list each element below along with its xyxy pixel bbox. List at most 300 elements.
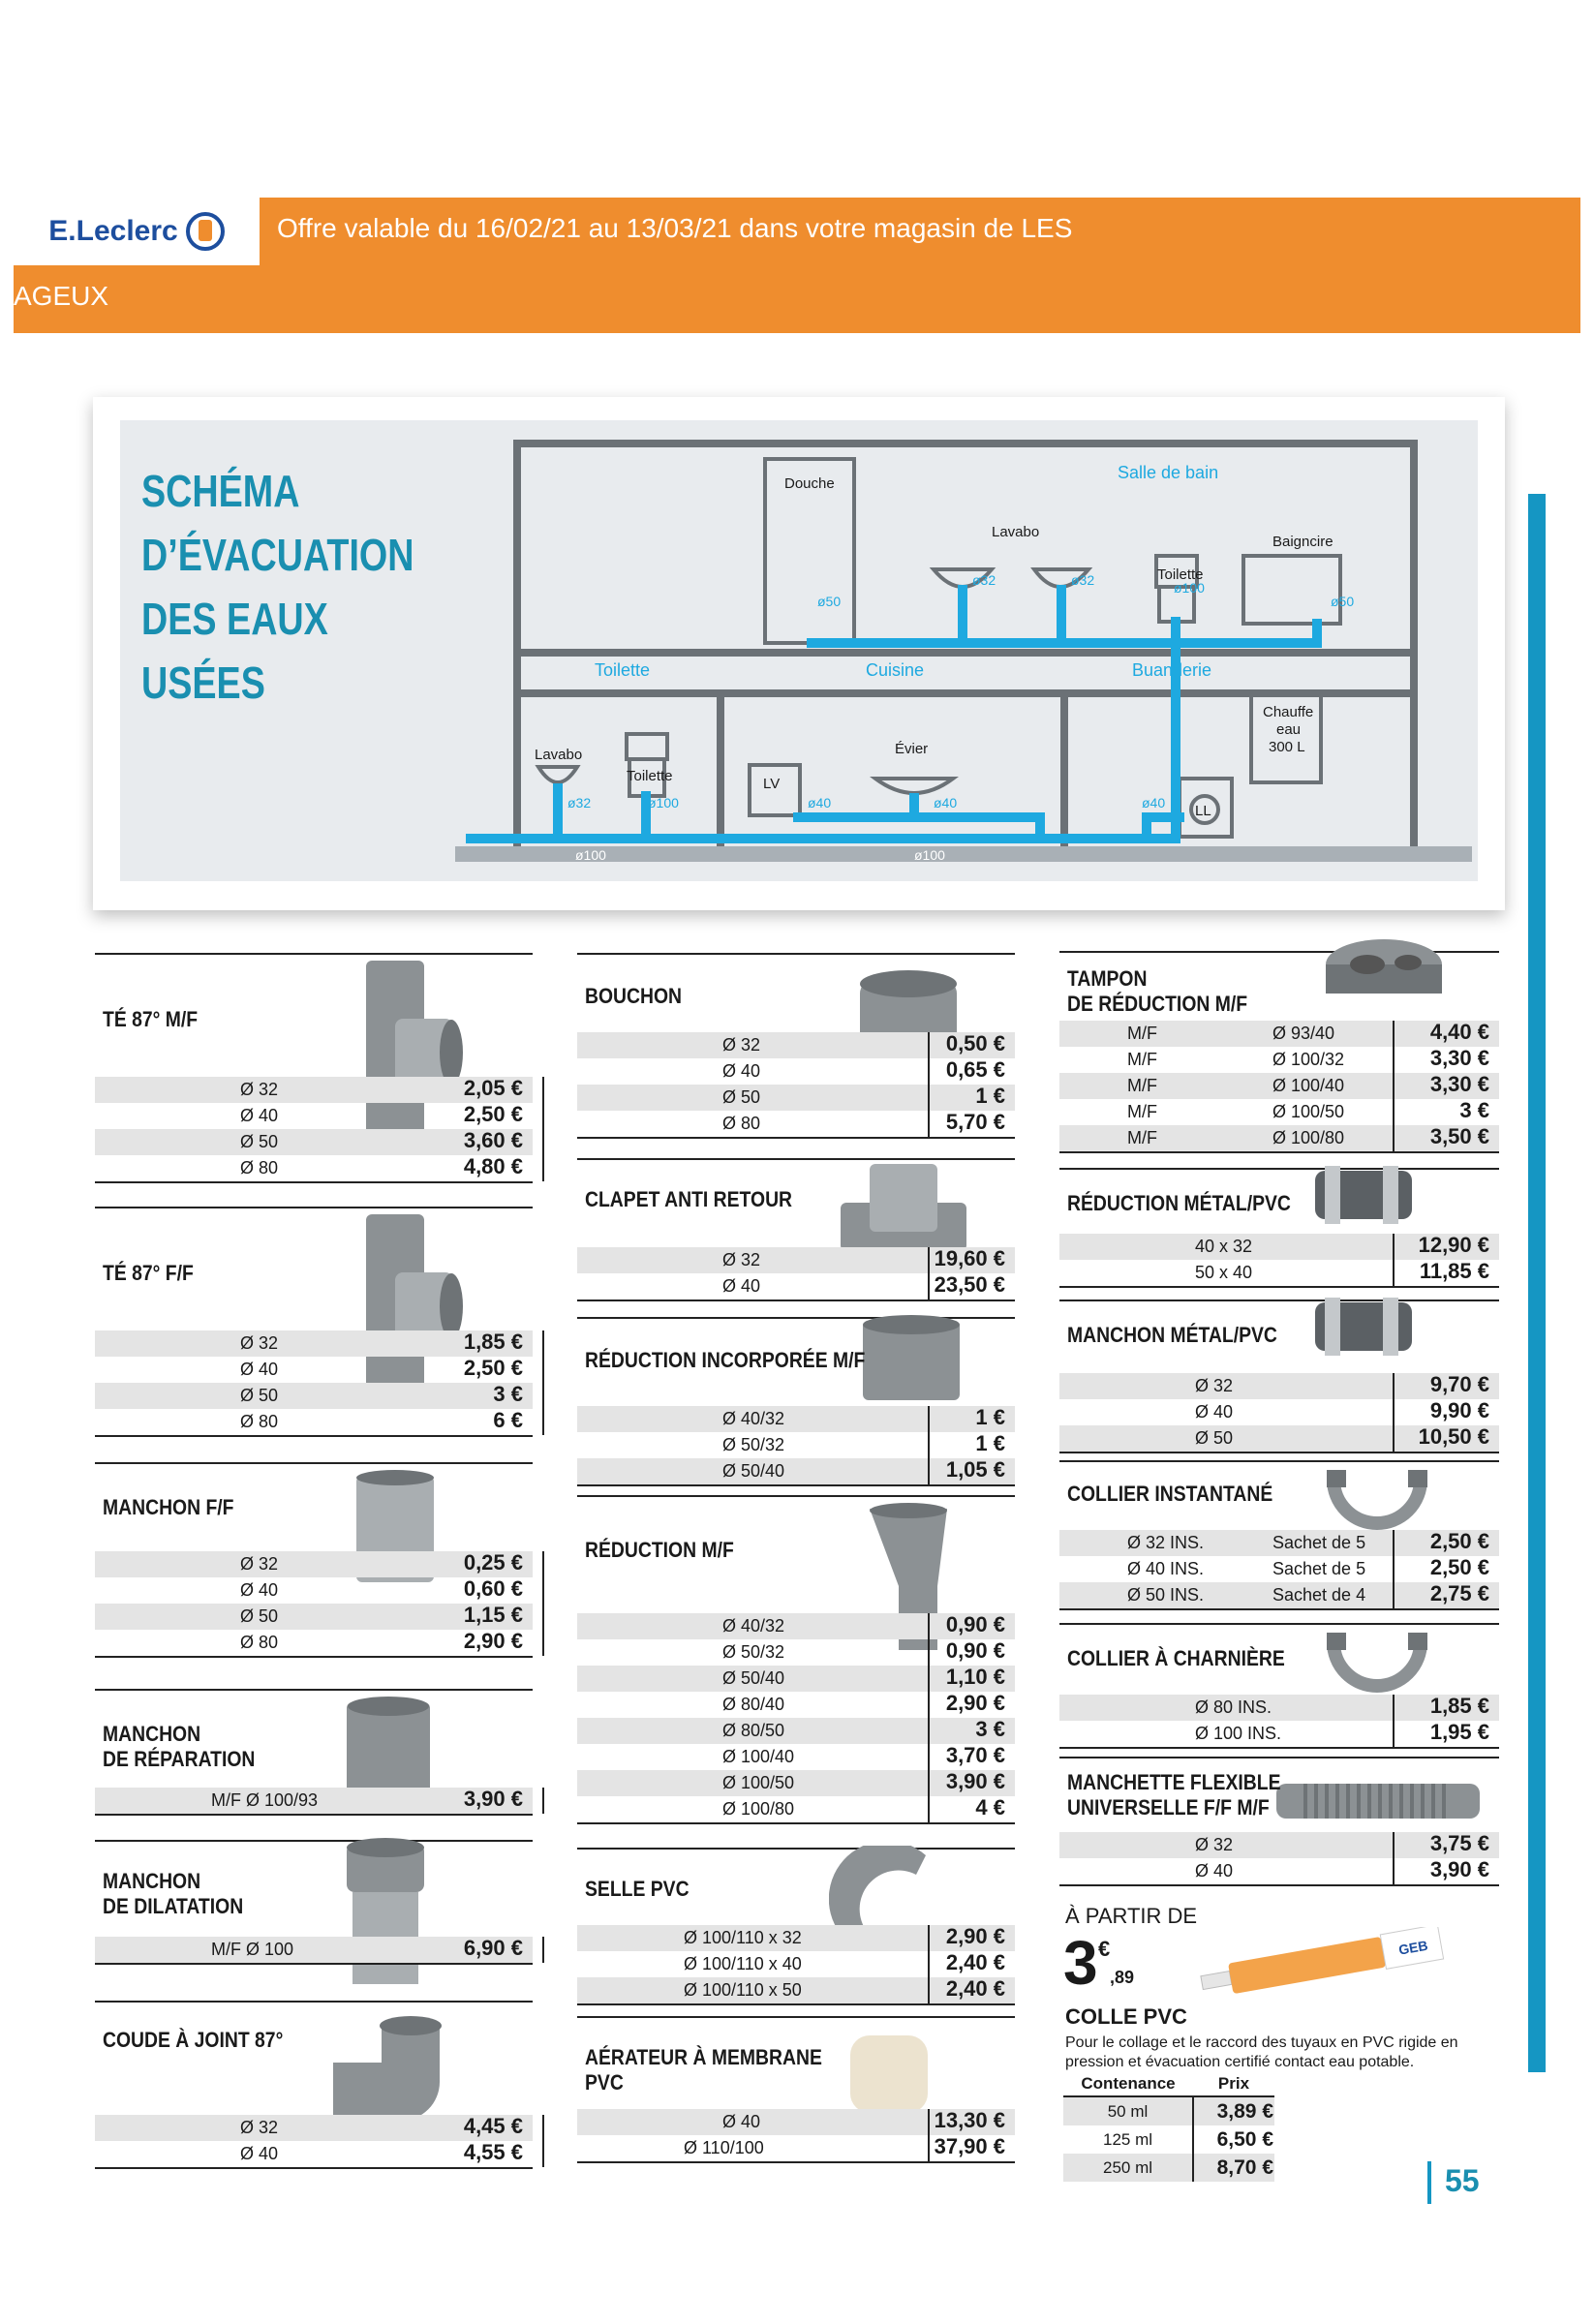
price-row [577,2109,1015,2135]
kitchen-sink [875,779,953,793]
size-value: M/F [1127,1102,1157,1121]
price-row [1059,1425,1499,1452]
schema-panel [120,420,1478,881]
price-row [1059,1582,1499,1608]
product-title-text: MANCHON F/F [103,1495,234,1519]
block-bottom-rule [577,1137,1015,1139]
size-value: Ø 50 [1195,1428,1234,1448]
colle-volume: 250 ml [1102,2157,1153,2177]
price-value: 2,50 € [463,1356,523,1380]
product-block [95,1462,533,1667]
price-value: 1,95 € [1429,1720,1489,1744]
product-title-text: MANCHON [103,1722,201,1746]
size-value: Ø 80 [240,1158,279,1177]
size-value: Ø 100/50 [722,1773,795,1792]
block-top-rule [95,1462,533,1464]
block-top-rule [577,1495,1015,1497]
price-row [577,1406,1015,1432]
price-row [577,1770,1015,1796]
block-top-rule [95,2001,533,2003]
price-row [577,1432,1015,1458]
price-column-rule [542,1551,544,1656]
price-row [577,1458,1015,1484]
size-value: Ø 100/110 x 32 [684,1928,802,1947]
diameter-label: ø32 [972,572,996,588]
size-value: Ø 40 [1195,1861,1234,1881]
size-value: Ø 110/100 [684,2138,764,2157]
price-value: 3 € [493,1382,523,1406]
tube-brand-label: GEB [1396,1937,1429,1958]
price-from-label: À PARTIR DE [1065,1904,1198,1928]
product-title-text: CLAPET ANTI RETOUR [585,1187,793,1211]
size-value: Ø 80 [722,1114,761,1133]
diameter-label: ø50 [1331,594,1355,609]
product-title [585,1877,690,1902]
block-bottom-rule [1059,1151,1499,1153]
size-value: Ø 50/32 [722,1642,785,1662]
size-value: Ø 32 [240,1333,279,1353]
size-value: Ø 32 INS. [1127,1533,1205,1552]
price-value: 3,60 € [463,1128,523,1152]
product-title-text: DE RÉDUCTION M/F [1067,992,1248,1016]
price-row [1059,1234,1499,1260]
size-value: M/F [1127,1050,1157,1069]
product-title-text: MANCHETTE FLEXIBLE [1067,1770,1281,1794]
price-value: 2,40 € [945,1950,1005,1974]
price-row [95,1383,533,1409]
price-row [577,1744,1015,1770]
price-row [1059,1832,1499,1858]
price-row [577,1085,1015,1111]
brand-mark-icon [186,212,225,251]
product-image [1305,1288,1422,1370]
label-evier: Évier [895,741,929,757]
product-image [1321,935,1447,1027]
price-row [95,1788,533,1814]
size-value: Sachet de 4 [1272,1585,1366,1605]
product-block [95,1689,533,1828]
price-value: 3,30 € [1429,1072,1489,1096]
price-value: 4,55 € [463,2140,523,2164]
product-title-text: COUDE À JOINT 87° [103,2028,284,2052]
size-value: Ø 100/40 [722,1747,795,1766]
size-value: Ø 80/50 [722,1721,785,1740]
price-column-rule [1393,1234,1395,1286]
size-value: Ø 40 [240,1106,279,1125]
size-value: Ø 40 [1195,1402,1234,1422]
block-bottom-rule [95,1656,533,1658]
size-value: Ø 50/40 [722,1461,785,1481]
price-value: 2,50 € [463,1102,523,1126]
block-bottom-rule [95,1435,533,1437]
product-block [1059,1757,1499,1888]
diameter-label: ø32 [567,795,592,810]
price-value: 2,50 € [1429,1529,1489,1553]
price-value: 0,90 € [945,1612,1005,1636]
block-top-rule [95,1689,533,1691]
product-title [1067,1482,1272,1507]
label-baignoire: Baigncire [1272,534,1333,550]
price-column-rule [1393,1373,1395,1452]
product-title [1067,1191,1291,1216]
product-title-text: PVC [585,2070,624,2095]
size-value: Ø 100/80 [722,1799,795,1819]
price-row [1059,1260,1499,1286]
size-value: Ø 80/40 [722,1695,785,1714]
product-title-text: RÉDUCTION M/F [585,1538,734,1562]
evacuation-schema [93,397,1505,910]
size-value: Ø 50 [240,1132,279,1151]
product-title [103,1869,243,1919]
house-plumbing-diagram [120,420,1478,881]
schema-title-line: DES EAUX [141,594,328,644]
price-value: 1,85 € [1429,1694,1489,1718]
colle-head-prix: Prix [1193,2072,1274,2096]
price-row [577,1247,1015,1273]
product-block [577,1848,1015,2001]
price-row [1059,1858,1499,1884]
schema-title-line: USÉES [141,657,265,708]
price-row [1059,1399,1499,1425]
price-value: 2,40 € [945,1976,1005,2001]
price-value: 3,90 € [1429,1857,1489,1881]
price-value: 3 € [975,1717,1005,1741]
size-value: Ø 40 [240,1360,279,1379]
product-title-text: SELLE PVC [585,1877,690,1901]
price-value: 9,90 € [1429,1398,1489,1422]
colle-description: Pour le collage et le raccord des tuyaux en PVC rigide en pression et évacuation certifié contact eau potable. [1065,2034,1458,2070]
price-column-rule [1393,1530,1395,1608]
label-salle-de-bain: Salle de bain [1118,463,1219,482]
diameter-label: ø100 [914,847,945,863]
price-value: 2,75 € [1429,1581,1489,1605]
product-title-text: UNIVERSELLE F/F M/F [1067,1795,1270,1819]
price-row [95,2115,533,2141]
price-column-rule [542,1077,544,1181]
size-value: Ø 100/110 x 50 [684,1980,802,2000]
block-top-rule [577,2016,1015,2018]
price-column-rule [928,2109,930,2161]
size-value: Ø 40 [240,2144,279,2163]
price-row [577,1613,1015,1639]
price-value: 12,90 € [1418,1233,1489,1257]
price-column-rule [928,1032,930,1137]
price-row [577,2135,1015,2161]
price-value: 3,75 € [1429,1831,1489,1855]
price-value: 6 € [493,1408,523,1432]
product-title-text: TAMPON [1067,966,1148,991]
size-value: Ø 40 [722,1061,761,1081]
side-accent-bar [1528,494,1546,2072]
price-value: 2,05 € [463,1076,523,1100]
size-value: 50 x 40 [1195,1263,1253,1282]
product-title [585,984,682,1009]
size-value: Ø 50/32 [722,1435,785,1454]
block-bottom-rule [1059,1608,1499,1610]
price-value: 37,90 € [934,2134,1005,2158]
price-row [95,1357,533,1383]
size-value: Ø 32 [1195,1376,1234,1395]
product-title [585,2045,822,2095]
product-title-text: RÉDUCTION MÉTAL/PVC [1067,1191,1291,1215]
size-value: Ø 80 [240,1633,279,1652]
price-column-rule [1393,1832,1395,1884]
product-title-text: DE DILATATION [103,1894,244,1918]
block-bottom-rule [577,1822,1015,1824]
price-column-rule [542,1788,544,1814]
label-room-toilette: Toilette [595,660,651,680]
price-value: 2,90 € [945,1691,1005,1715]
colle-price-integer: 3 [1063,1928,1098,1998]
price-row [95,2141,533,2167]
product-block [577,2016,1015,2157]
price-row [95,1103,533,1129]
size-value: Ø 50/40 [722,1668,785,1688]
size-value: M/F [1127,1024,1157,1043]
size-value: Ø 93/40 [1272,1024,1335,1043]
brand-name: E.Leclerc [48,215,178,247]
price-row [577,1718,1015,1744]
block-bottom-rule [95,1181,533,1183]
label-lavabo-wc: Lavabo [535,747,583,763]
price-column-rule [928,1406,930,1484]
size-value: Ø 50 [722,1087,761,1107]
product-title-text: BOUCHON [585,984,683,1008]
size-value: Sachet de 5 [1272,1559,1366,1578]
price-column-rule [542,1330,544,1435]
product-image [858,1311,965,1413]
block-bottom-rule [577,2161,1015,2163]
price-row [1059,1530,1499,1556]
block-top-rule [577,953,1015,955]
block-bottom-rule [1059,1286,1499,1288]
product-block [1059,1168,1499,1288]
size-value: Ø 100/40 [1272,1076,1345,1095]
price-row [1059,1047,1499,1073]
product-title-text: MANCHON MÉTAL/PVC [1067,1323,1277,1347]
drain-pipes [471,590,1317,839]
glue-tube-image [1191,1927,1462,2004]
product-block [1059,1460,1499,1615]
colle-volume: 125 ml [1102,2129,1153,2149]
price-column-rule [542,1937,544,1963]
price-value: 13,30 € [934,2108,1005,2132]
price-row [1059,1125,1499,1151]
diameter-label: ø100 [575,847,606,863]
diameter-label: ø100 [648,795,679,810]
product-title [103,1722,255,1772]
label-chauffe-eau: Chauffe [1263,704,1314,720]
price-row [577,1058,1015,1085]
price-value: 3,50 € [1429,1124,1489,1148]
offer-text-line2: AGEUX [14,281,109,311]
size-value: Ø 80 INS. [1195,1697,1272,1717]
product-block [1059,951,1499,1156]
price-value: 1 € [975,1084,1005,1108]
product-block [95,953,533,1203]
product-title [103,1007,198,1032]
size-value: Ø 40 [240,1580,279,1600]
label-ll: LL [1195,803,1211,819]
product-title-text: TÉ 87° F/F [103,1261,194,1285]
price-value: 23,50 € [934,1272,1005,1297]
product-title-text: COLLIER INSTANTANÉ [1067,1482,1273,1506]
size-value: M/F Ø 100 [211,1940,294,1959]
page-number-bar [1427,2161,1431,2204]
block-bottom-rule [577,1300,1015,1301]
label-chauffe-eau: 300 L [1269,739,1305,755]
diameter-label: ø40 [1142,795,1166,810]
size-value: Ø 80 [240,1412,279,1431]
size-value: M/F [1127,1128,1157,1147]
block-bottom-rule [95,1814,533,1816]
product-block [577,953,1015,1150]
label-room-buanderie: Buanderie [1132,660,1212,680]
diameter-label: ø40 [808,795,832,810]
price-value: 4,40 € [1429,1020,1489,1044]
price-row [95,1409,533,1435]
colle-head-contenance: Contenance [1063,2072,1193,2096]
price-row [1059,1695,1499,1721]
product-image [327,1834,444,1994]
brand-logo [14,198,260,265]
price-row [577,1273,1015,1300]
colle-price: 8,70 € [1193,2154,1274,2182]
diameter-label: ø100 [1174,580,1205,596]
price-row [577,1111,1015,1137]
diameter-label: ø50 [817,594,842,609]
price-value: 0,25 € [463,1550,523,1575]
block-bottom-rule [577,2003,1015,2005]
size-value: Ø 32 [722,1250,761,1269]
product-block [577,1158,1015,1309]
price-value: 0,90 € [945,1638,1005,1663]
price-value: 2,90 € [463,1629,523,1653]
price-value: 9,70 € [1429,1372,1489,1396]
product-image [1319,1451,1435,1543]
product-title [585,1187,792,1212]
size-value: Ø 50 [240,1606,279,1626]
price-row [95,1630,533,1656]
price-value: 0,50 € [945,1031,1005,1055]
size-value: M/F [1127,1076,1157,1095]
price-column-rule [1393,1021,1395,1151]
price-row [1059,1021,1499,1047]
size-value: Ø 32 [240,1080,279,1099]
product-title [1067,1770,1280,1820]
price-row [577,1692,1015,1718]
price-row [95,1155,533,1181]
price-row [95,1330,533,1357]
colle-price: 6,50 € [1193,2125,1274,2154]
size-value: Ø 40 INS. [1127,1559,1205,1578]
label-toilette-sdb: Toilette [1157,566,1204,583]
colle-volume: 50 ml [1107,2101,1149,2121]
schema-title-line: D’ÉVACUATION [141,530,414,580]
colle-price-euro: € [1098,1937,1111,1961]
product-image [1319,1613,1435,1705]
price-value: 3 € [1459,1098,1489,1122]
bathtub-outline [1243,556,1340,624]
block-bottom-rule [95,2167,533,2169]
block-bottom-rule [1059,1884,1499,1886]
product-image [1305,1156,1422,1238]
price-value: 3,70 € [945,1743,1005,1767]
size-value: Ø 100/50 [1272,1102,1345,1121]
diameter-label: ø40 [934,795,958,810]
price-value: 19,60 € [934,1246,1005,1270]
schema-title-line: SCHÉMA [141,466,300,516]
offer-text-line1: Offre valable du 16/02/21 au 13/03/21 dans votre magasin de LES [277,213,1073,243]
size-value: Ø 32 [240,2118,279,2137]
product-title [1067,966,1247,1017]
colle-price-cents: ,89 [1110,1968,1135,1987]
product-title-text: TÉ 87° M/F [103,1007,199,1031]
product-title-text: RÉDUCTION INCORPORÉE M/F [585,1348,866,1372]
price-row [95,1077,533,1103]
label-room-cuisine: Cuisine [866,660,925,680]
price-value: 1 € [975,1431,1005,1455]
product-title-text: COLLIER À CHARNIÈRE [1067,1646,1285,1670]
product-title-text: MANCHON [103,1869,201,1893]
price-value: 3,90 € [463,1787,523,1811]
block-bottom-rule [577,1484,1015,1486]
price-value: 0,60 € [463,1576,523,1601]
product-title [585,1538,734,1563]
product-title [1067,1323,1277,1348]
size-value: Ø 50 [240,1386,279,1405]
price-value: 2,90 € [945,1924,1005,1948]
product-title [103,1261,194,1286]
block-top-rule [1059,1300,1499,1301]
price-value: 5,70 € [945,1110,1005,1134]
size-value: Ø 100/110 x 40 [684,1954,802,1973]
price-row [95,1577,533,1604]
price-column-rule [542,2115,544,2167]
product-block [95,1840,533,1977]
label-douche: Douche [784,475,835,492]
label-toilette-rdc: Toilette [627,768,673,784]
price-row [1059,1373,1499,1399]
product-block [95,1207,533,1443]
price-column-rule [928,1925,930,2003]
block-top-rule [95,1840,533,1842]
washbasin-3 [538,767,577,782]
price-value: 1,15 € [463,1603,523,1627]
block-top-rule [1059,1168,1499,1170]
price-value: 6,90 € [463,1936,523,1960]
ground-band [455,846,1472,862]
price-row [577,1032,1015,1058]
price-value: 4 € [975,1795,1005,1819]
product-title [103,1495,234,1520]
size-value: Ø 32 [1195,1835,1234,1854]
price-row [577,1977,1015,2003]
product-title [585,1348,865,1373]
price-row [577,1951,1015,1977]
product-title-text: DE RÉPARATION [103,1747,256,1771]
label-lv: LV [763,776,781,792]
size-value: Ø 32 [240,1554,279,1574]
price-column-rule [1393,1695,1395,1747]
size-value: Ø 100 INS. [1195,1724,1282,1743]
price-value: 0,65 € [945,1057,1005,1082]
price-row [577,1639,1015,1666]
size-value: Ø 50 INS. [1127,1585,1205,1605]
product-block [577,1317,1015,1482]
price-row [1059,1556,1499,1582]
product-block [95,2001,533,2164]
